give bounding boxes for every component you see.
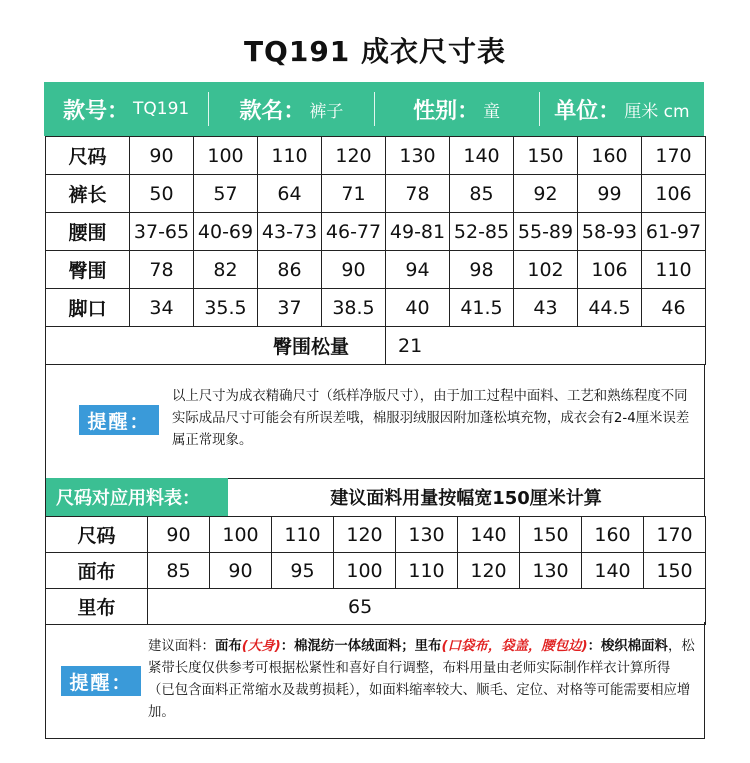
fabric-table	[45, 516, 706, 625]
size-cell: 78	[130, 251, 194, 289]
size-cell: 50	[130, 175, 194, 213]
size-cell: 106	[578, 251, 642, 289]
size-cell: 38.5	[322, 289, 386, 327]
size-row-label: 臀围	[46, 251, 130, 289]
fabric-cell: 110	[396, 553, 458, 589]
size-row	[46, 289, 706, 327]
unit	[540, 92, 704, 126]
size-cell: 52-85	[450, 213, 514, 251]
style-name	[209, 92, 374, 126]
size-cell: 90	[322, 251, 386, 289]
size-row-label: 脚口	[46, 289, 130, 327]
size-cell: 43-73	[258, 213, 322, 251]
size-cell: 140	[450, 137, 514, 175]
size-cell: 58-93	[578, 213, 642, 251]
note2-rest: ，松紧带长度仅供参考可根据松紧性和喜好自行调整，布料用量由老师实际制作样衣计算所得（已包含面料正常缩水及裁剪损耗），如面料缩率较大、顺毛、定位、对格等可能需要相应增加。	[148, 639, 695, 720]
size-row	[46, 137, 706, 175]
size-cell: 41.5	[450, 289, 514, 327]
note-text-2	[148, 636, 696, 724]
size-cell: 110	[642, 251, 706, 289]
size-cell: 100	[194, 137, 258, 175]
size-cell: 99	[578, 175, 642, 213]
fabric-cell: 140	[458, 517, 520, 553]
lining-value: 65	[148, 589, 706, 625]
fabric-cell: 100	[334, 553, 396, 589]
size-cell: 94	[386, 251, 450, 289]
note2-face-label: 面布	[214, 639, 242, 654]
style-no	[44, 92, 209, 126]
size-cell: 110	[258, 137, 322, 175]
unit-value: 厘米 cm	[624, 101, 690, 122]
gender-label: 性别：	[413, 98, 480, 124]
note-badge-1: 提醒：	[79, 405, 159, 435]
size-row-label: 腰围	[46, 213, 130, 251]
fabric-row-label: 面布	[46, 553, 148, 589]
size-cell: 85	[450, 175, 514, 213]
size-row	[46, 251, 706, 289]
size-row	[46, 213, 706, 251]
fabric-cell: 160	[582, 517, 644, 553]
size-cell: 55-89	[514, 213, 578, 251]
hip-ease-label: 臀围松量	[46, 327, 386, 365]
note2-lining-paren: (口袋布，袋盖，腰包边)	[441, 639, 588, 654]
fabric-cell: 85	[148, 553, 210, 589]
fabric-row-label: 尺码	[46, 517, 148, 553]
fabric-cell: 150	[644, 553, 706, 589]
gender	[375, 92, 540, 126]
size-cell: 120	[322, 137, 386, 175]
size-cell: 61-97	[642, 213, 706, 251]
size-row-label: 裤长	[46, 175, 130, 213]
size-row-label: 尺码	[46, 137, 130, 175]
gender-value: 童	[483, 101, 501, 122]
size-cell: 102	[514, 251, 578, 289]
note2-prefix: 建议面料：	[148, 639, 215, 654]
fabric-cell: 90	[210, 553, 272, 589]
size-cell: 37-65	[130, 213, 194, 251]
fabric-row	[46, 517, 706, 553]
fabric-cell: 100	[210, 517, 272, 553]
style-name-value: 裤子	[309, 101, 344, 122]
note-badge-2: 提醒：	[61, 666, 141, 696]
fabric-cell: 130	[520, 553, 582, 589]
size-cell: 44.5	[578, 289, 642, 327]
size-table	[45, 136, 706, 365]
fabric-cell: 110	[272, 517, 334, 553]
fabric-header-title: 建议面料用量按幅宽150厘米计算	[330, 488, 602, 509]
size-cell: 37	[258, 289, 322, 327]
fabric-cell: 140	[582, 553, 644, 589]
size-cell: 43	[514, 289, 578, 327]
size-cell: 49-81	[386, 213, 450, 251]
style-no-value: TQ191	[133, 99, 190, 119]
fabric-cell: 90	[148, 517, 210, 553]
style-no-label: 款号：	[63, 98, 130, 124]
size-cell: 57	[194, 175, 258, 213]
size-cell: 64	[258, 175, 322, 213]
fabric-cell: 120	[458, 553, 520, 589]
size-cell: 46-77	[322, 213, 386, 251]
hip-ease-value: 21	[386, 327, 706, 365]
info-header	[44, 82, 704, 136]
note2-lining-text: ：梭织棉面料	[587, 639, 668, 654]
size-cell: 150	[514, 137, 578, 175]
page-title: TQ191 成衣尺寸表	[243, 35, 507, 68]
note-box-2	[45, 622, 705, 739]
note-text-1: 以上尺寸为成衣精确尺寸（纸样净版尺寸），由于加工过程中面料、工艺和熟练程度不同实际成品尺寸可能会有所误差哦，棉服羽绒服因附加蓬松填充物，成衣会有2-4厘米误差属正常现象。	[172, 389, 690, 448]
unit-label: 单位：	[554, 98, 621, 124]
size-cell: 78	[386, 175, 450, 213]
lining-label: 里布	[46, 589, 148, 625]
fabric-row	[46, 553, 706, 589]
size-cell: 71	[322, 175, 386, 213]
fabric-header-label: 尺码对应用料表：	[46, 478, 228, 516]
fabric-cell: 95	[272, 553, 334, 589]
size-cell: 160	[578, 137, 642, 175]
fabric-header	[45, 478, 705, 517]
size-cell: 98	[450, 251, 514, 289]
note2-lining-label: 里布	[414, 639, 442, 654]
note2-face-text: ：棉混纺一体绒面料；	[280, 639, 415, 654]
style-name-label: 款名：	[239, 98, 306, 124]
fabric-cell: 120	[334, 517, 396, 553]
size-row	[46, 175, 706, 213]
size-cell: 90	[130, 137, 194, 175]
size-cell: 40	[386, 289, 450, 327]
note-box-1	[45, 365, 705, 479]
size-cell: 130	[386, 137, 450, 175]
size-cell: 40-69	[194, 213, 258, 251]
size-cell: 34	[130, 289, 194, 327]
size-cell: 106	[642, 175, 706, 213]
size-cell: 170	[642, 137, 706, 175]
fabric-cell: 150	[520, 517, 582, 553]
note2-face-paren: (大身)	[241, 639, 281, 654]
size-cell: 35.5	[194, 289, 258, 327]
fabric-cell: 130	[396, 517, 458, 553]
size-cell: 82	[194, 251, 258, 289]
size-cell: 86	[258, 251, 322, 289]
size-cell: 92	[514, 175, 578, 213]
size-cell: 46	[642, 289, 706, 327]
fabric-cell: 170	[644, 517, 706, 553]
